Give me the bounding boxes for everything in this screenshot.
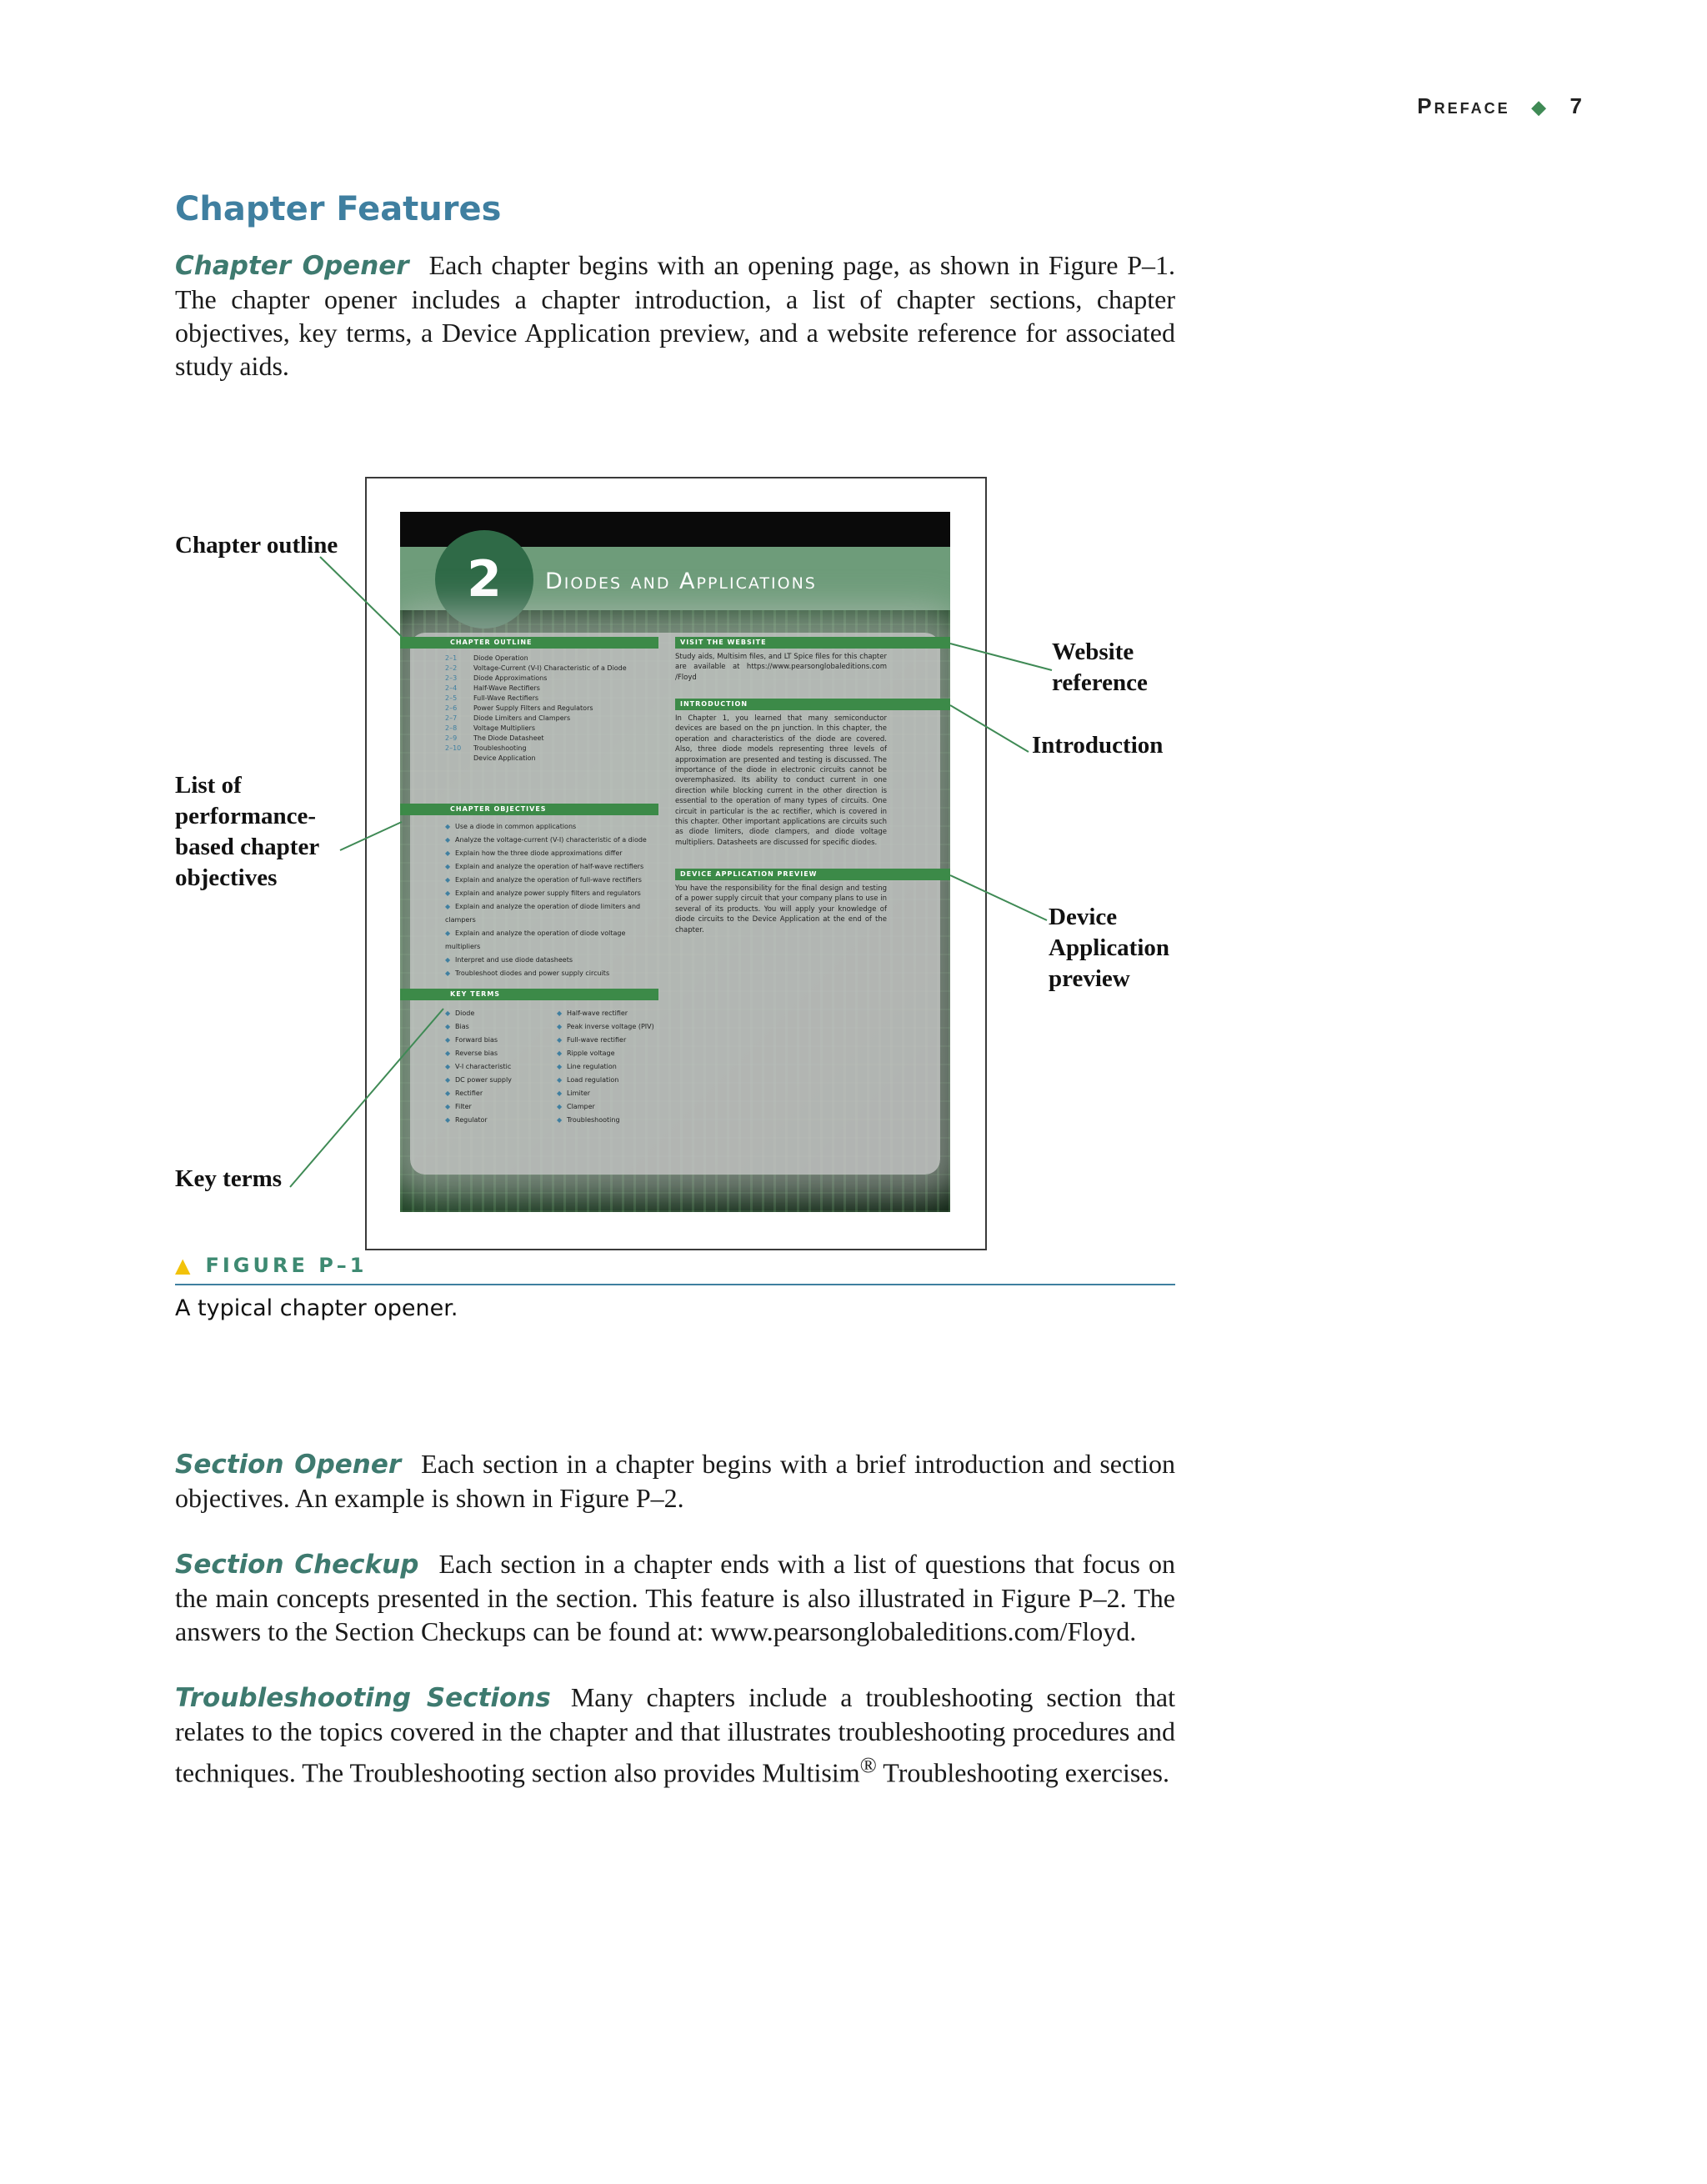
paragraph-text: Each section in a chapter ends with a list of questions that focus on the main concepts presented in the section. This feature is also illustrated in Figure P–2. The answers to the Section Checkups can be found at: www.pearsonglobaleditions.com/Floyd. <box>175 1549 1175 1646</box>
bullet-icon: ◆ <box>557 1023 563 1030</box>
bullet-icon: ◆ <box>557 1036 563 1044</box>
objective-item <box>445 874 658 887</box>
outline-item-title: Voltage-Current (V-I) Characteristic of a Diode <box>473 664 627 672</box>
lead-term: Section Checkup <box>175 1550 419 1580</box>
objective-item-text: Troubleshoot diodes and power supply circuits <box>455 969 610 977</box>
lead-term: Troubleshooting Sections <box>175 1683 551 1713</box>
key-terms-right <box>557 1007 665 1127</box>
callout-line: Application <box>1049 934 1170 961</box>
key-term-text: Half-wave rectifier <box>567 1009 628 1017</box>
bullet-icon: ◆ <box>557 1063 563 1070</box>
key-term <box>445 1100 553 1114</box>
lead-term: Chapter Opener <box>175 251 409 281</box>
bullet-icon: ◆ <box>445 1103 451 1110</box>
key-term-text: Clamper <box>567 1103 595 1110</box>
outline-item-title: Half-Wave Rectifiers <box>473 684 540 692</box>
objectives-header: CHAPTER OBJECTIVES <box>400 804 658 815</box>
intro-text: In Chapter 1, you learned that many semiconductor devices are based on the pn junction. In this chapter, the operation and characteristics of the diode are covered. Also, three diode models representing three levels of approximation are presented and testing is discussed. The importance of the diode in electronic circuits cannot be overemphasized. Its ability to conduct current in one direction while blocking current in the other direction is essential to the operation of many types of circuits. One circuit in particular is the ac rectifier, which is covered in this chapter. Other important applications are circuits such as diode limiters, diode clampers, and diode voltage multipliers. Datasheets are discussed for specific diodes. <box>675 714 887 847</box>
key-term <box>557 1087 665 1100</box>
outline-item-number: 2–1 <box>445 654 458 662</box>
outline-item <box>445 654 653 664</box>
preview-text: You have the responsibility for the final design and testing of a power supply circuit that your company plans to use in several of its products. You will apply your knowledge of diode circuits to the Device Application at the end of the chapter. <box>675 884 887 934</box>
bullet-icon: ◆ <box>557 1076 563 1084</box>
paragraph-text: Each chapter begins with an opening page, as shown in Figure P–1. The chapter opener includes a chapter introduction, a list of chapter sections, chapter objectives, key terms, a Device Application preview, and a website reference for associated study aids. <box>175 250 1176 381</box>
outline-item-number: 2–7 <box>445 714 458 722</box>
callout-website-reference <box>1052 637 1148 699</box>
bullet-icon: ◆ <box>445 1023 451 1030</box>
objective-item-text: Explain and analyze the operation of diode limiters and clampers <box>445 903 641 924</box>
outline-list <box>445 654 653 764</box>
bullet-icon: ◆ <box>557 1009 563 1017</box>
key-term <box>445 1060 553 1074</box>
key-term-text: Line regulation <box>567 1063 617 1070</box>
bullet-icon: ◆ <box>445 1076 451 1084</box>
callout-line: reference <box>1052 669 1148 696</box>
outline-item <box>445 754 653 764</box>
intro-header: INTRODUCTION <box>675 699 950 710</box>
key-term-text: Diode <box>455 1009 475 1017</box>
running-head-section: Preface <box>1417 93 1510 118</box>
outline-item-title: Power Supply Filters and Regulators <box>473 704 593 712</box>
outline-item-number: 2–4 <box>445 684 458 692</box>
key-term-text: Rectifier <box>455 1089 483 1097</box>
paragraph-section-checkup <box>175 1547 1175 1648</box>
objective-item <box>445 820 658 834</box>
outline-item-title: Device Application <box>473 754 536 762</box>
callout-line: Website <box>1052 639 1134 665</box>
bullet-icon: ◆ <box>445 1036 451 1044</box>
key-term-text: Bias <box>455 1023 469 1030</box>
key-term-text: Reverse bias <box>455 1049 498 1057</box>
paragraph-chapter-opener <box>175 248 1175 383</box>
figure-label <box>175 1254 368 1277</box>
key-term <box>445 1020 553 1034</box>
callout-introduction: Introduction <box>1032 732 1164 759</box>
bullet-icon: ◆ <box>445 1089 451 1097</box>
key-term-text: Forward bias <box>455 1036 498 1044</box>
outline-item <box>445 674 653 684</box>
callout-device-preview <box>1049 902 1169 994</box>
callout-chapter-outline: Chapter outline <box>175 532 338 559</box>
objective-item-text: Interpret and use diode datasheets <box>455 956 573 964</box>
figure-chapter-opener-image <box>400 512 950 1212</box>
objective-item <box>445 847 658 860</box>
paragraph-text-end: Troubleshooting exercises. <box>876 1757 1169 1788</box>
paragraph-troubleshooting <box>175 1681 1175 1790</box>
key-term-text: V-I characteristic <box>455 1063 512 1070</box>
outline-item-number: 2–2 <box>445 664 458 672</box>
registered-mark: ® <box>859 1752 877 1777</box>
key-terms-left <box>445 1007 553 1127</box>
figure-label-text: FIGURE P–1 <box>205 1254 368 1277</box>
paragraph-section-opener <box>175 1447 1175 1515</box>
objective-item <box>445 967 658 980</box>
outline-item <box>445 704 653 714</box>
outline-item <box>445 734 653 744</box>
bullet-icon: ◆ <box>445 849 451 857</box>
bullet-icon: ◆ <box>557 1116 563 1124</box>
outline-item-title: Diode Limiters and Clampers <box>473 714 571 722</box>
diamond-icon: ◆ <box>1531 97 1549 118</box>
objective-item-text: Analyze the voltage-current (V-I) characteristic of a diode <box>455 836 647 844</box>
objective-item <box>445 900 658 927</box>
callout-line: objectives <box>175 864 278 891</box>
website-text: Study aids, Multisim files, and LT Spice files for this chapter are available at https://www.pearsonglobaleditions.com /Floyd <box>675 653 887 682</box>
bullet-icon: ◆ <box>445 823 451 830</box>
key-term <box>445 1087 553 1100</box>
outline-item-number: 2–5 <box>445 694 458 702</box>
key-term <box>557 1060 665 1074</box>
callout-line: preview <box>1049 965 1130 992</box>
bullet-icon: ◆ <box>557 1103 563 1110</box>
key-term-text: Filter <box>455 1103 472 1110</box>
objective-item-text: Explain and analyze the operation of full-wave rectifiers <box>455 876 642 884</box>
objective-item <box>445 834 658 847</box>
objective-item-text: Explain and analyze the operation of diode voltage multipliers <box>445 929 626 950</box>
website-header: VISIT THE WEBSITE <box>675 637 950 649</box>
figure-caption: A typical chapter opener. <box>175 1295 458 1321</box>
callout-line: based chapter <box>175 834 320 860</box>
key-term <box>557 1020 665 1034</box>
outline-item <box>445 694 653 704</box>
bullet-icon: ◆ <box>445 1116 451 1124</box>
key-term-text: Peak inverse voltage (PIV) <box>567 1023 654 1030</box>
bullet-icon: ◆ <box>445 876 451 884</box>
key-term <box>445 1114 553 1127</box>
key-term <box>445 1047 553 1060</box>
outline-item-number: 2–10 <box>445 744 462 752</box>
outline-item-title: The Diode Datasheet <box>473 734 544 742</box>
objective-item <box>445 954 658 967</box>
callout-line: Device <box>1049 904 1118 930</box>
key-term <box>445 1074 553 1087</box>
callout-line: performance- <box>175 803 317 829</box>
key-term-text: Troubleshooting <box>567 1116 620 1124</box>
objective-item <box>445 860 658 874</box>
outline-item <box>445 744 653 754</box>
paragraph-text: Many chapters include a troubleshooting section that relates to the topics covered in the chapter and that illustrates troubleshooting procedures and techniques. The Troubleshooting section also provides Multisim <box>175 1682 1175 1788</box>
key-term-text: Regulator <box>455 1116 488 1124</box>
objective-item <box>445 887 658 900</box>
bullet-icon: ◆ <box>445 1009 451 1017</box>
preview-header: DEVICE APPLICATION PREVIEW <box>675 869 950 880</box>
outline-item-number: 2–6 <box>445 704 458 712</box>
bullet-icon: ◆ <box>445 969 451 977</box>
key-term-text: Limiter <box>567 1089 591 1097</box>
callout-key-terms: Key terms <box>175 1165 283 1192</box>
paragraph-text: Each section in a chapter begins with a brief introduction and section objectives. An example is shown in Figure P–2. <box>175 1449 1175 1513</box>
bullet-icon: ◆ <box>445 903 451 910</box>
outline-item <box>445 714 653 724</box>
key-term <box>557 1074 665 1087</box>
objective-item-text: Use a diode in common applications <box>455 823 577 830</box>
bullet-icon: ◆ <box>445 863 451 870</box>
key-terms-header: KEY TERMS <box>400 989 658 1000</box>
bullet-icon: ◆ <box>557 1089 563 1097</box>
key-term <box>557 1100 665 1114</box>
key-term-text: DC power supply <box>455 1076 512 1084</box>
outline-item-title: Full-Wave Rectifiers <box>473 694 539 702</box>
callout-objectives <box>175 770 319 894</box>
running-head <box>1417 93 1582 119</box>
callout-line: List of <box>175 772 242 799</box>
outline-item-title: Diode Approximations <box>473 674 548 682</box>
bullet-icon: ◆ <box>557 1049 563 1057</box>
bullet-icon: ◆ <box>445 889 451 897</box>
bullet-icon: ◆ <box>445 1049 451 1057</box>
outline-item-title: Diode Operation <box>473 654 528 662</box>
key-term <box>445 1007 553 1020</box>
objective-item-text: Explain how the three diode approximations differ <box>455 849 623 857</box>
key-term-text: Load regulation <box>567 1076 619 1084</box>
key-term <box>557 1007 665 1020</box>
objective-item-text: Explain and analyze the operation of half-wave rectifiers <box>455 863 644 870</box>
outline-item <box>445 724 653 734</box>
outline-item <box>445 664 653 674</box>
objective-item-text: Explain and analyze power supply filters and regulators <box>455 889 641 897</box>
key-term-text: Full-wave rectifier <box>567 1036 627 1044</box>
outline-item <box>445 684 653 694</box>
bullet-icon: ◆ <box>445 1063 451 1070</box>
bullet-icon: ◆ <box>445 956 451 964</box>
outline-item-number: 2–8 <box>445 724 458 732</box>
outline-header: CHAPTER OUTLINE <box>400 637 658 649</box>
outline-item-number: 2–9 <box>445 734 458 742</box>
bullet-icon: ◆ <box>445 929 451 937</box>
outline-item-title: Voltage Multipliers <box>473 724 536 732</box>
key-term <box>445 1034 553 1047</box>
key-term <box>557 1034 665 1047</box>
outline-item-title: Troubleshooting <box>473 744 527 752</box>
section-heading: Chapter Features <box>175 190 502 228</box>
bullet-icon: ◆ <box>445 836 451 844</box>
page-number: 7 <box>1569 93 1582 118</box>
lead-term: Section Opener <box>175 1450 402 1480</box>
triangle-icon: ▲ <box>175 1254 194 1277</box>
chapter-number-badge: 2 <box>435 530 533 629</box>
objective-item <box>445 927 658 954</box>
key-term <box>557 1114 665 1127</box>
objectives-list <box>445 820 658 980</box>
caption-rule <box>175 1284 1175 1285</box>
key-term <box>557 1047 665 1060</box>
outline-item-number: 2–3 <box>445 674 458 682</box>
chapter-title: Diodes and Applications <box>545 569 817 594</box>
key-term-text: Ripple voltage <box>567 1049 615 1057</box>
